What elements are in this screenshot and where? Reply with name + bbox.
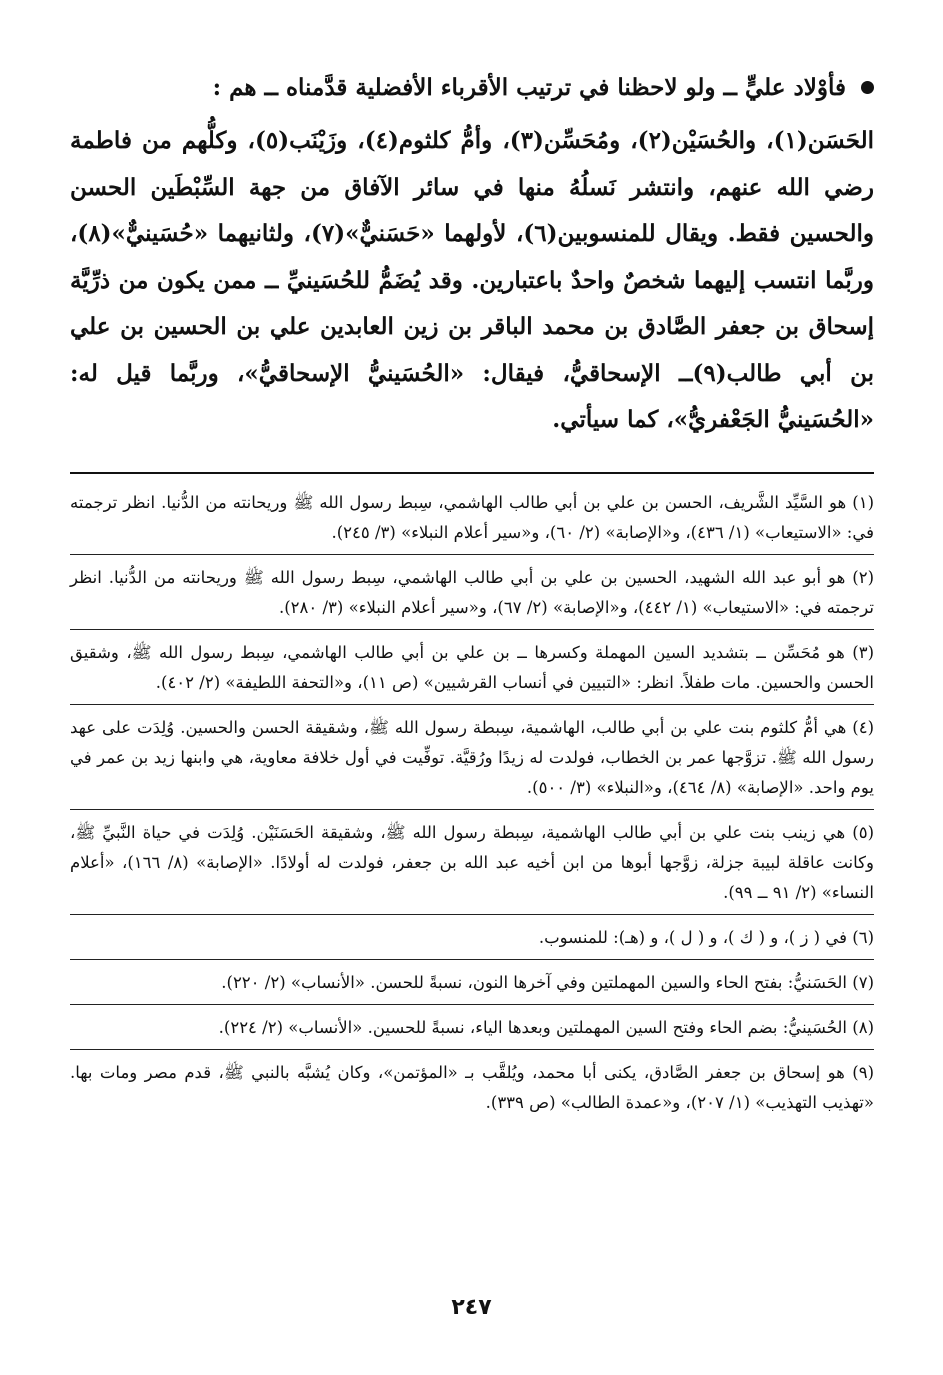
footnote-divider [70, 629, 874, 630]
footnote-8: (٨) الحُسَينيُّ: بضم الحاء وفتح السين المهملتين وبعدها الياء، نسبةً للحسين. «الأنساب» (٢/ ٢٢٤). [218, 1017, 874, 1037]
bullet-icon [861, 81, 874, 94]
footnote-divider [70, 914, 874, 915]
footnote-9: (٩) هو إسحاق بن جعفر الصَّادق، يكنى أبا محمد، ويُلقَّب بـ «المؤتمن»، وكان يُشبَّه بالنبي ﷺ، قدم مصر ومات بها. «تهذيب التهذيب» (١/ ٢٠٧)، و«عمدة الطالب» (ص ٣٣٩). [70, 1062, 874, 1112]
page-body [70, 66, 874, 1124]
footnote-4: (٤) هي أمُّ كلثوم بنت علي بن أبي طالب، الهاشمية، سِبطة رسول الله ﷺ، وشقيقة الحسن والحسين. وُلِدَت على عهد رسول الله ﷺ. تزوَّجها عمر بن الخطاب، فولدت له زيدًا ورُقيَّة. توفِّيت في أول خلافة معاوية، هي وابنها زيد بن عمر في يوم واحد. «الإصابة» (٨/ ٤٦٤)، و«النبلاء» (٣/ ٥٠٠). [70, 717, 874, 797]
section-heading [70, 66, 874, 110]
footnote-divider [70, 1004, 874, 1005]
footnote-7: (٧) الحَسَنيُّ: بفتح الحاء والسين المهملتين وفي آخرها النون، نسبةً للحسن. «الأنساب» (٢/ ٢٢٠). [221, 972, 874, 992]
heading-text: فأوْلاد عليٍّ ــ ولو لاحظنا في ترتيب الأقرباء الأفضلية قدَّمناه ــ هم : [212, 74, 846, 101]
footnote-3: (٣) هو مُحَسِّن ــ بتشديد السين المهملة وكسرها ــ بن علي بن أبي طالب الهاشمي، سِبط رسول الله ﷺ، وشقيق الحسن والحسين. مات طفلاً. انظر: «التبيين في أنساب القرشيين» (ص ١١)، و«التحفة اللطيفة» (٢/ ٤٠٢). [70, 642, 874, 692]
footnote-6: (٦) في ( ز )، و ( ك )، و ( ل )، و (هـ): للمنسوب. [538, 927, 874, 947]
footnote-divider [70, 704, 874, 705]
footnotes [70, 488, 874, 1118]
footnote-divider [70, 959, 874, 960]
footnote-divider [70, 1049, 874, 1050]
footnote-5: (٥) هي زينب بنت علي بن أبي طالب الهاشمية، سِبطة رسول الله ﷺ، وشقيقة الحَسَنَيْن. وُلِدَت في حياة النَّبيِّ ﷺ، وكانت عاقلة لبيبة جزلة، زوَّجها أبوها من ابن أخيه عبد الله بن جعفر، فولدت له أولادًا. «الإصابة» (٨/ ١٦٦)، «أعلام النساء» (٢/ ٩١ ــ ٩٩). [70, 822, 875, 902]
main-paragraph: الحَسَن(١)، والحُسَيْن(٢)، ومُحَسِّن(٣)، وأمُّ كلثوم(٤)، وزَيْنَب(٥)، وكلُّهم من فاطمة رضي الله عنهم، وانتشر نَسلُهُ منها في سائر الآفاق من جهة السِّبْطَين الحسن والحسين فقط. ويقال للمنسوبين(٦)، لأولهما «حَسَنيٌّ»(٧)، ولثانيهما «حُسَينيٌّ»(٨)، وربَّما انتسب إليهما شخصٌ واحدٌ باعتبارين. وقد يُضَمُّ للحُسَينيِّ ــ ممن يكون من ذرِّيَّة إسحاق بن جعفر الصَّادق بن محمد الباقر بن زين العابدين علي بن الحسين بن علي بن أبي طالب(٩)ــ الإسحاقيُّ، فيقال: «الحُسَينيُّ الإسحاقيُّ»، وربَّما قيل له: «الحُسَينيُّ الجَعْفريُّ»، كما سيأتي. [70, 127, 875, 433]
page-number: ٢٤٧ [451, 1295, 492, 1320]
footnote-2: (٢) هو أبو عبد الله الشهيد، الحسين بن علي بن أبي طالب الهاشمي، سِبط رسول الله ﷺ وريحانته من الدُّنيا. انظر ترجمته في: «الاستيعاب» (١/ ٤٤٢)، و«الإصابة» (٢/ ٦٧)، و«سير أعلام النبلاء» (٣/ ٢٨٠). [70, 567, 874, 617]
footnote-divider [70, 554, 874, 555]
footnote-1: (١) هو السَّيِّد الشَّريف، الحسن بن علي بن أبي طالب الهاشمي، سِبط رسول الله ﷺ وريحانته من الدُّنيا. انظر ترجمته في: «الاستيعاب» (١/ ٤٣٦)، و«الإصابة» (٢/ ٦٠)، و«سير أعلام النبلاء» (٣/ ٢٤٥). [70, 492, 874, 542]
footnote-separator [70, 472, 874, 474]
footnote-divider [70, 809, 874, 810]
